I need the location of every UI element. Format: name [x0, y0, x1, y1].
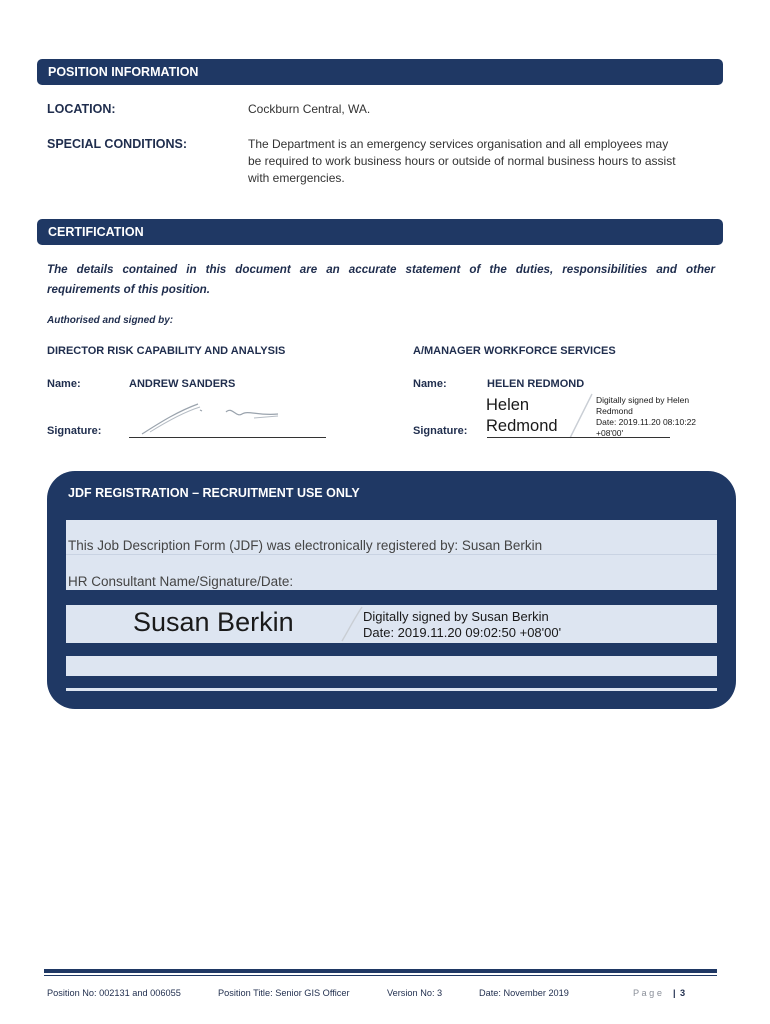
footer-position-no: Position No: 002131 and 006055 — [47, 988, 181, 998]
footer-page-separator: | — [673, 988, 676, 998]
special-line: with emergencies. — [248, 171, 345, 185]
left-signer-name: ANDREW SANDERS — [129, 378, 236, 390]
position-information-heading: POSITION INFORMATION — [37, 59, 723, 85]
sig-name-line: Helen — [486, 396, 530, 414]
digital-line: Date: 2019.11.20 09:02:50 +08'00' — [363, 625, 562, 640]
certification-statement-line-1: The details contained in this document are an accurate statement of the duties, responsibilities and other — [47, 263, 715, 276]
certification-heading: CERTIFICATION — [37, 219, 723, 245]
row-divider — [66, 554, 717, 555]
right-signer-name: HELEN REDMOND — [487, 378, 585, 390]
left-signature-line — [129, 437, 326, 438]
jdf-bottom-row — [66, 688, 717, 691]
left-name-label: Name: — [47, 378, 81, 390]
footer-position-title: Position Title: Senior GIS Officer — [218, 988, 350, 998]
location-label: LOCATION: — [47, 102, 116, 116]
location-value: Cockburn Central, WA. — [248, 102, 371, 116]
digital-line: Redmond — [596, 406, 633, 416]
footer-rule — [44, 969, 717, 973]
left-signer-title: DIRECTOR RISK CAPABILITY AND ANALYSIS — [47, 345, 286, 357]
right-signer-title: A/MANAGER WORKFORCE SERVICES — [413, 345, 616, 357]
signature-stroke-icon — [336, 605, 366, 643]
jdf-empty-row — [66, 656, 717, 676]
footer-rule-thin — [44, 975, 717, 976]
sig-name-line: Redmond — [486, 417, 558, 435]
digital-signature-details-susan — [363, 609, 561, 641]
right-signature-line — [487, 437, 670, 438]
jdf-registration-heading: JDF REGISTRATION – RECRUITMENT USE ONLY — [68, 486, 360, 500]
jdf-registered-text: This Job Description Form (JDF) was electronically registered by: Susan Berkin — [68, 538, 543, 553]
special-line: The Department is an emergency services organisation and all employees may — [248, 137, 669, 151]
handwritten-signature-andrew — [128, 398, 328, 440]
right-signature-label: Signature: — [413, 425, 468, 437]
certification-statement-line-2: requirements of this position. — [47, 283, 210, 296]
digital-signature-name-susan: Susan Berkin — [133, 607, 294, 637]
left-signature-label: Signature: — [47, 425, 102, 437]
footer-date: Date: November 2019 — [479, 988, 569, 998]
authorised-label: Authorised and signed by: — [47, 315, 174, 326]
digital-line: +08'00' — [596, 428, 624, 438]
digital-line: Date: 2019.11.20 08:10:22 — [596, 417, 697, 427]
footer-page-label: P a g e — [633, 988, 662, 998]
footer-version: Version No: 3 — [387, 988, 443, 998]
digital-signature-name-helen — [486, 395, 558, 437]
digital-line: Digitally signed by Helen — [596, 395, 690, 405]
special-conditions-value — [248, 136, 723, 187]
right-name-label: Name: — [413, 378, 447, 390]
digital-line: Digitally signed by Susan Berkin — [363, 609, 549, 624]
hr-consultant-label: HR Consultant Name/Signature/Date: — [68, 574, 294, 589]
special-line: be required to work business hours or outside of normal business hours to assist — [248, 154, 676, 168]
footer-page-number: 3 — [680, 988, 686, 998]
special-conditions-label: SPECIAL CONDITIONS: — [47, 137, 188, 151]
digital-signature-details-helen — [596, 395, 696, 439]
signature-stroke-icon — [566, 392, 596, 440]
